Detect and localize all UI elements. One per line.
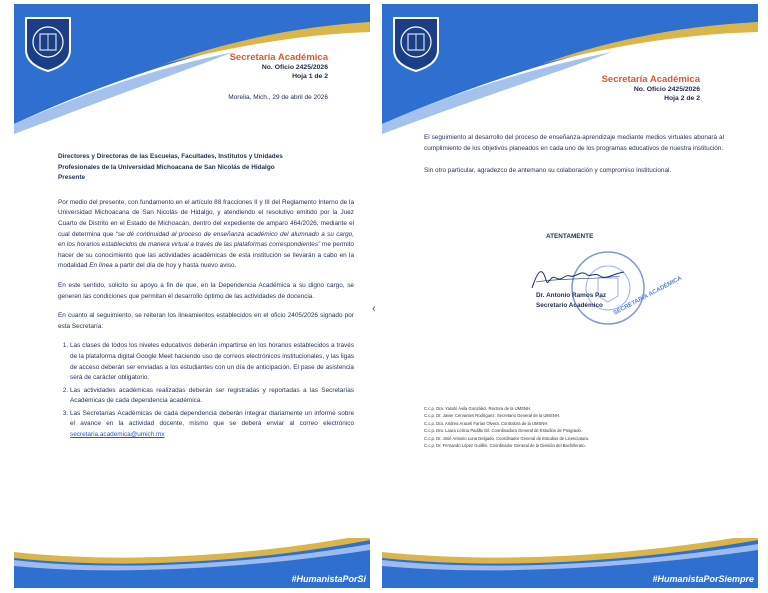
letter-body-2 bbox=[424, 133, 724, 186]
cc-line: C.c.p. Dr. Fernando López Guillén. Coordinador General de la División del Bachillerato. bbox=[424, 443, 586, 449]
paragraph-1-text-a: Por medio del presente, con fundamento en el artículo 88 fracciones II y III del Reglamento Interno de la Universidad Michoacana de San Nicolás de Hidalgo, y atendiendo el resolutivo emitido por la Juez Cuarto de Distrito en el Estado de Michoacán, dentro del expediente de amparo 464/2026, mediante el cual determina que bbox=[58, 198, 354, 238]
university-seal-icon bbox=[22, 14, 74, 72]
list-item: 2. Las actividades académicas realizadas deberán ser registradas y reportadas a las Secretarías Académicas de cada dependencia académica. bbox=[70, 386, 354, 407]
paragraph-2: Sin otro particular, agradezco de antemano su colaboración y compromiso institucional. bbox=[424, 167, 672, 175]
signature bbox=[528, 260, 628, 294]
list-item-text: Las Secretarías Académicas de cada dependencia deberán integrar diariamente un informe sobre el avance en la actividad docente, mismo que se deberá enviar al correo electrónico bbox=[70, 409, 354, 428]
university-seal-icon bbox=[390, 14, 442, 72]
paragraph-1-text-b: me permito hacer de su conocimiento que las actividades académicas de esta institución se llevarán a cabo en la modalidad bbox=[58, 241, 354, 270]
signer-name: Dr. Antonio Ramos Paz bbox=[536, 292, 607, 299]
signer bbox=[536, 291, 606, 310]
paragraph-1 bbox=[58, 198, 354, 272]
letter-body-1 bbox=[58, 152, 354, 443]
sheet-number: Hoja 2 de 2 bbox=[664, 95, 700, 102]
cc-line: C.c.p. Dr. José Antonio Luna Delgado. Coordinador General de Estudios de Licenciatura. bbox=[424, 435, 590, 441]
guidelines-list bbox=[58, 341, 354, 440]
letter-date: Morelia, Mich., 29 de abril de 2026 bbox=[228, 94, 328, 101]
sheet-number: Hoja 1 de 2 bbox=[292, 73, 328, 80]
hashtag: #HumanistaPorSiempre bbox=[652, 574, 754, 584]
list-item: 1. Las clases de todos los niveles educativos deberán impartirse en los horarios establecidos a través de la plataforma digital Google Meet haciendo uso de correos electrónicos institucionales, y las ligas de acceso deberán ser enviadas a los estudiantes con un día de anticipación. El pase de asistencia será de carácter obligatorio. bbox=[70, 341, 354, 383]
email-link[interactable]: secretaria.academica@umich.mx bbox=[70, 431, 165, 439]
signer-title: Secretario Académico bbox=[536, 301, 603, 309]
list-item bbox=[70, 409, 354, 441]
court-quote: “se dé continuidad al proceso de enseñanza académico del alumnado a su cargo, en los horarios establecidos de manera virtual a través de las plataformas correspondientes” bbox=[58, 230, 354, 249]
chevron-left-icon[interactable]: ‹ bbox=[372, 303, 376, 315]
addressee bbox=[58, 152, 354, 184]
addressee-line: Presente bbox=[58, 174, 85, 182]
paragraph-2: En este sentido, solicito su apoyo a fin de que, en la Dependencia Académica a su digno cargo, se generen las condiciones que permitan el desarrollo óptimo de las actividades de docencia. bbox=[58, 281, 354, 300]
department-name: Secretaría Académica bbox=[601, 74, 700, 85]
cc-line: C.c.p. Dr. Javier Cervantes Rodríguez. Secretario General de la UMSNH. bbox=[424, 413, 560, 419]
office-number: No. Oficio 2425/2026 bbox=[261, 64, 328, 71]
letter-header bbox=[602, 74, 700, 103]
paragraph-1-text-c: a partir del día de hoy y hasta nuevo aviso. bbox=[112, 262, 237, 270]
letter-header bbox=[230, 52, 328, 81]
cc-line: C.c.p. Dra. Andrea Araceli Farías Olvera. Contralora de la UMSNH. bbox=[424, 420, 549, 426]
cc-line: C.c.p. Dra. Laura Leticia Padilla Gil. Coordinadora General de Estudios de Posgrado. bbox=[424, 428, 583, 434]
department-name: Secretaría Académica bbox=[229, 52, 328, 63]
hashtag: #HumanistaPorSi bbox=[291, 574, 366, 584]
letter-page-2 bbox=[382, 4, 758, 588]
paragraph-1: El seguimiento al desarrollo del proceso de enseñanza-aprendizaje mediante medios virtuales abonará al cumplimiento de los objetivos planeados en cada uno de los programas educativos de nuestra institución. bbox=[424, 134, 724, 152]
carbon-copy-list bbox=[424, 405, 724, 449]
cc-line: C.c.p. Dra. Yarabí Ávila González. Rectora de la UMSNH. bbox=[424, 406, 532, 411]
modality: En línea bbox=[89, 262, 113, 270]
addressee-line: Profesionales de la Universidad Michoacana de San Nicolás de Hidalgo bbox=[58, 163, 275, 171]
letter-page-1 bbox=[14, 4, 370, 588]
addressee-line: Directores y Directoras de las Escuelas, Facultades, Institutos y Unidades bbox=[58, 153, 283, 160]
paragraph-3: En cuanto al seguimiento, se reiteran los lineamientos establecidos en el oficio 2405/2026 signado por esta Secretaría: bbox=[58, 312, 354, 330]
stamp-text: SECRETARÍA ACADÉMICA bbox=[612, 275, 684, 317]
office-number: No. Oficio 2425/2026 bbox=[633, 86, 700, 93]
closing: ATENTAMENTE bbox=[546, 233, 594, 240]
